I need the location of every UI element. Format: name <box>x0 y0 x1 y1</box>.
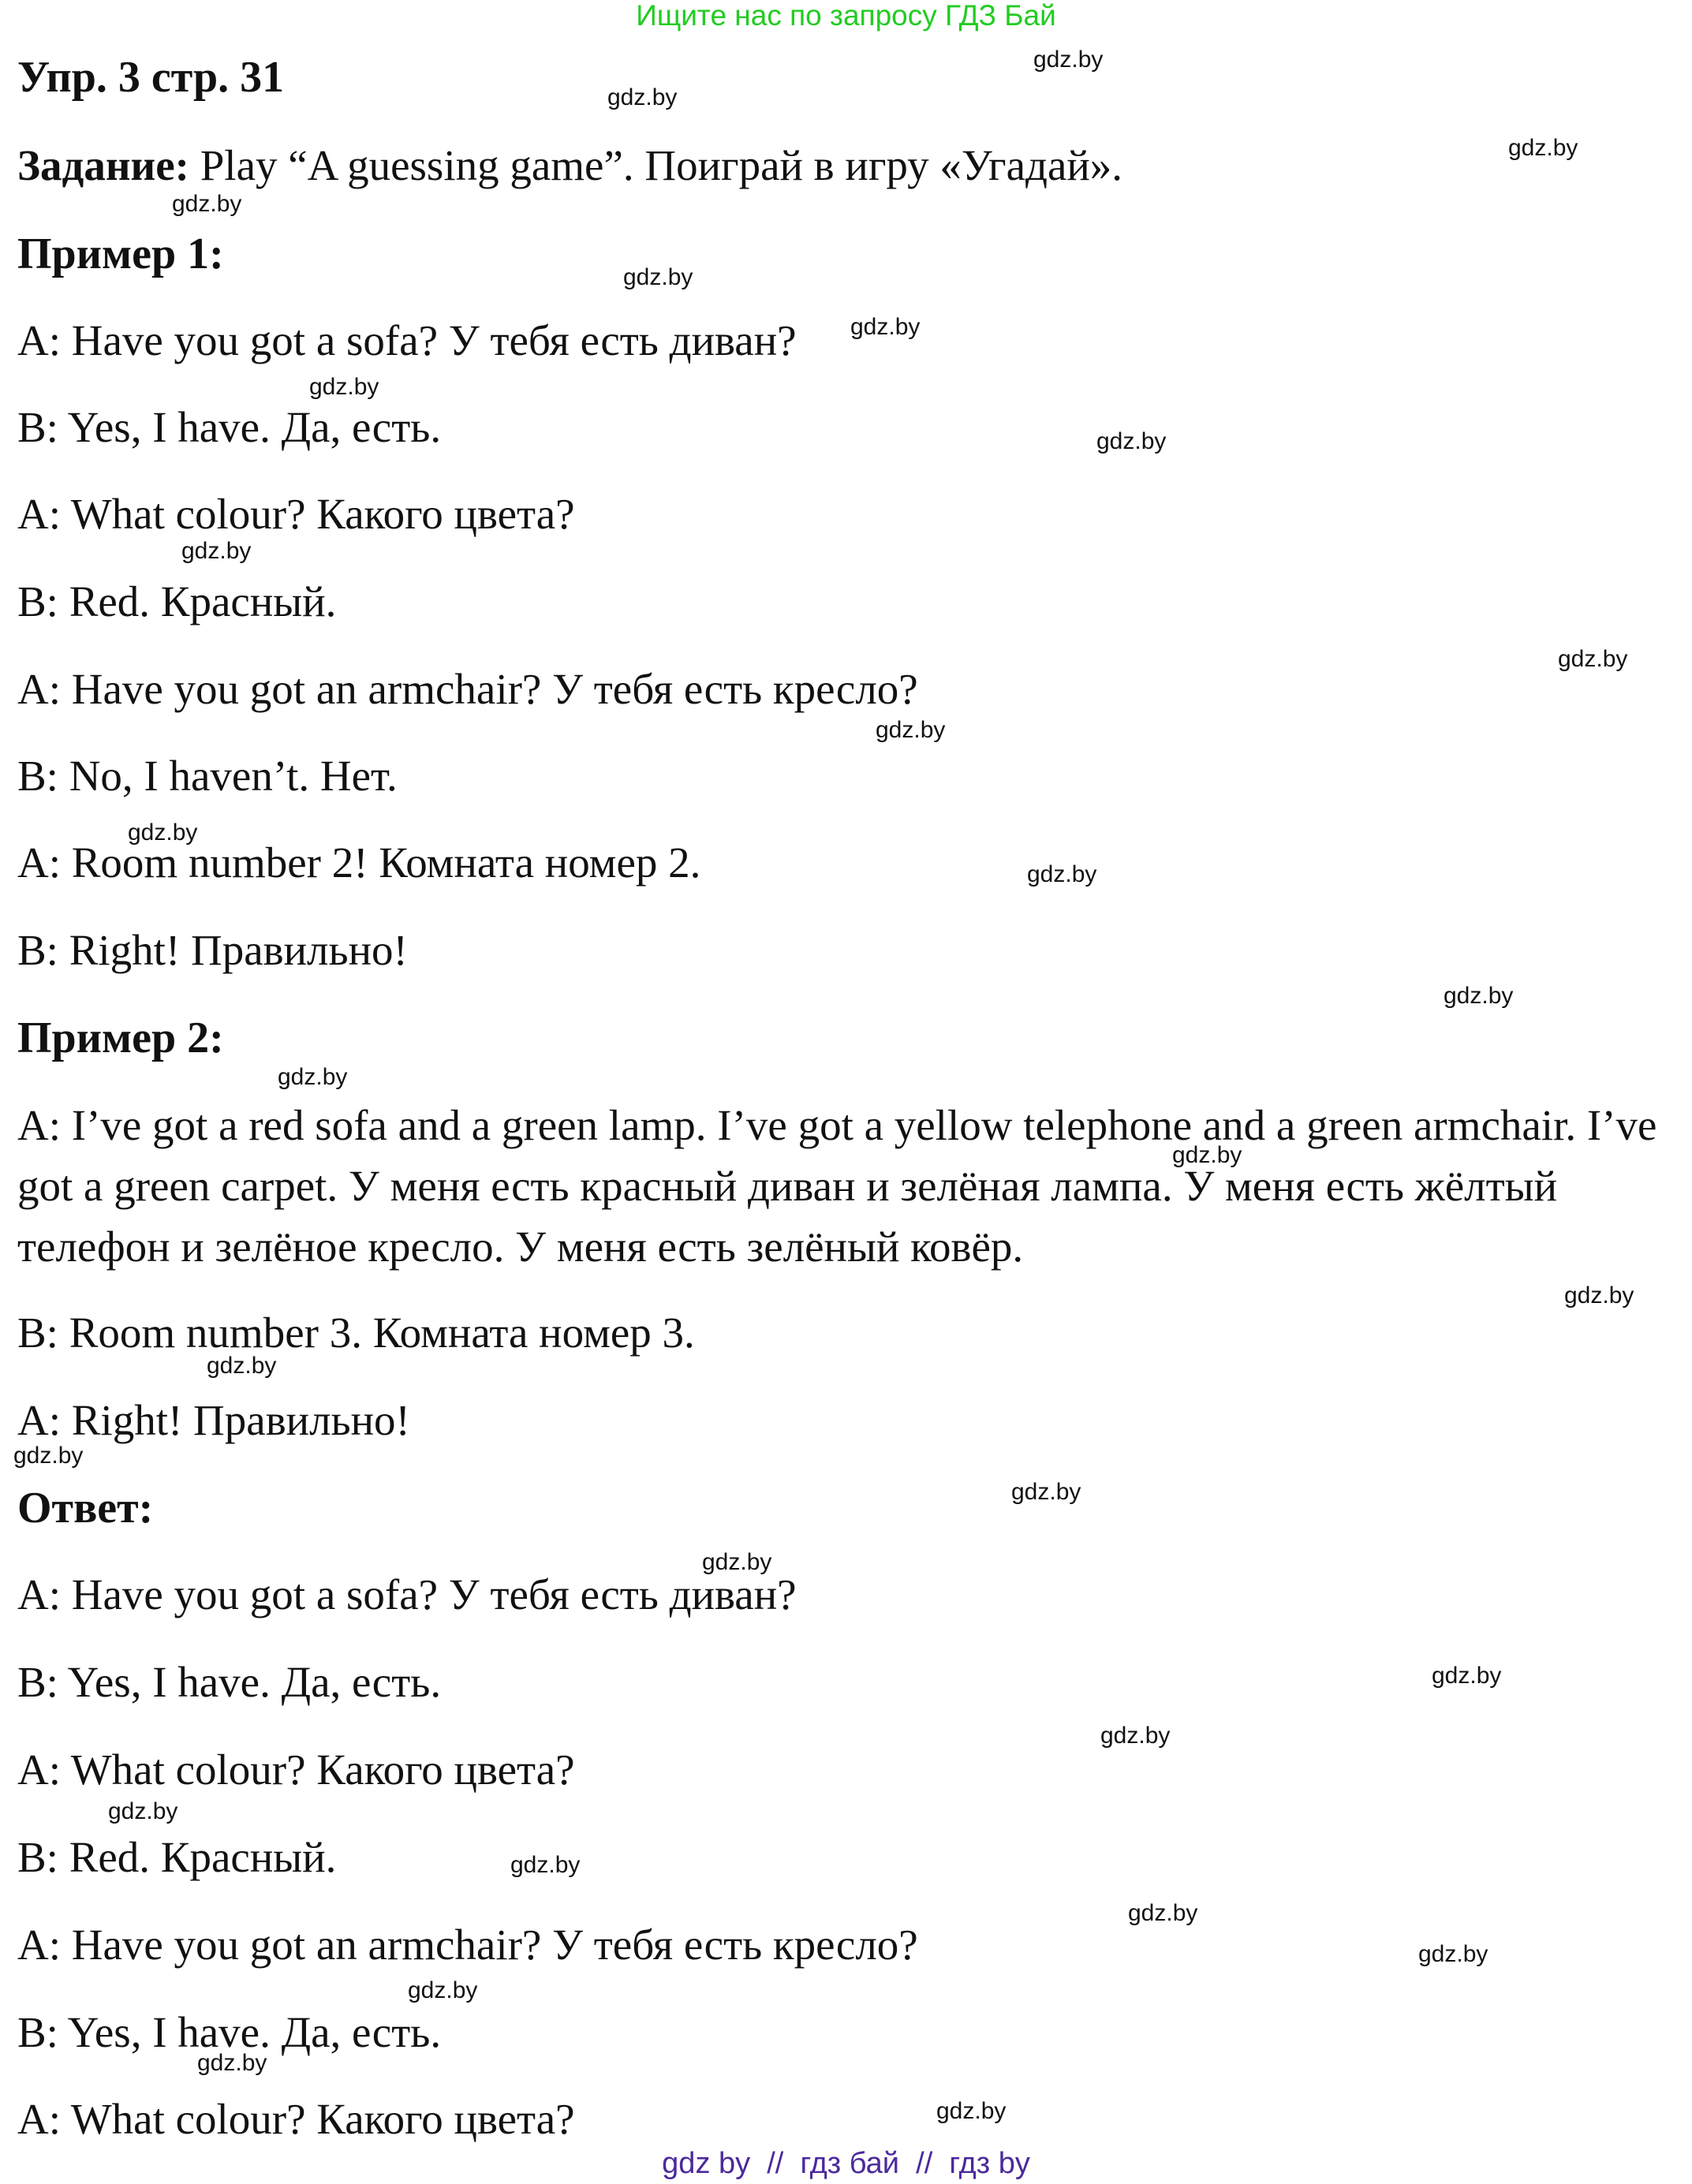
answer-line: B: Red. Красный. <box>17 1833 337 1881</box>
example1-line: B: Red. Красный. <box>17 577 337 625</box>
watermark: gdz.by <box>1444 983 1514 1009</box>
watermark: gdz.by <box>702 1549 772 1575</box>
example1-line: B: Right! Правильно! <box>17 926 408 974</box>
example1-line: A: Room number 2! Комната номер 2. <box>17 838 701 887</box>
watermark: gdz.by <box>408 1977 478 2003</box>
example1-line: A: Have you got a sofa? У тебя есть диван? <box>17 316 797 364</box>
watermark: gdz.by <box>1033 47 1104 73</box>
watermark: gdz.by <box>278 1064 348 1090</box>
watermark: gdz.by <box>1564 1282 1634 1309</box>
footer-links: gdz by // гдз бай // гдз by <box>662 2147 1030 2180</box>
answer-line: A: Have you got an armchair? У тебя есть кресло? <box>17 1921 918 1969</box>
watermark: gdz.by <box>1100 1723 1171 1749</box>
answer-line: B: Yes, I have. Да, есть. <box>17 1658 442 1706</box>
exercise-title: Упр. 3 стр. 31 <box>17 53 285 102</box>
watermark: gdz.by <box>936 2098 1007 2124</box>
example1-line: A: What colour? Какого цвета? <box>17 490 575 538</box>
example1-line: B: Yes, I have. Да, есть. <box>17 403 442 451</box>
watermark: gdz.by <box>1011 1479 1081 1505</box>
watermark: gdz.by <box>1418 1941 1488 1967</box>
answer-line: B: Yes, I have. Да, есть. <box>17 2008 442 2056</box>
task-label: Задание: <box>17 141 189 189</box>
example1-line: B: No, I haven’t. Нет. <box>17 752 398 800</box>
watermark: gdz.by <box>309 374 379 400</box>
watermark: gdz.by <box>1508 135 1578 161</box>
watermark: gdz.by <box>1096 428 1167 454</box>
task-line <box>17 140 1122 191</box>
answer-line: A: What colour? Какого цвета? <box>17 2095 575 2143</box>
watermark: gdz.by <box>207 1353 277 1379</box>
example2-paragraph: A: I’ve got a red sofa and a green lamp. I’ve got a yellow telephone and a green armchair. I’ve got a green carpet. У меня есть красный диван и зелёная лампа. У меня есть жёлтый телефон и зелёное кресло. У меня есть зелёный ковёр. <box>17 1101 1657 1271</box>
watermark: gdz.by <box>13 1443 84 1469</box>
watermark: gdz.by <box>128 819 198 846</box>
answer-line: A: What colour? Какого цвета? <box>17 1745 575 1794</box>
top-banner: Ищите нас по запросу ГДЗ Бай <box>636 0 1056 32</box>
example1-line: A: Have you got an armchair? У тебя есть кресло? <box>17 665 918 713</box>
example2-line: B: Room number 3. Комната номер 3. <box>17 1309 695 1357</box>
watermark: gdz.by <box>172 191 242 217</box>
answer-heading: Ответ: <box>17 1484 154 1533</box>
example2-heading: Пример 2: <box>17 1014 224 1062</box>
watermark: gdz.by <box>108 1798 178 1824</box>
watermark: gdz.by <box>510 1852 581 1878</box>
watermark: gdz.by <box>850 314 921 340</box>
watermark: gdz.by <box>876 717 946 743</box>
watermark: gdz.by <box>607 84 678 110</box>
watermark: gdz.by <box>181 538 252 564</box>
watermark: gdz.by <box>1432 1663 1502 1689</box>
watermark: gdz.by <box>197 2050 267 2076</box>
watermark: gdz.by <box>1172 1142 1242 1168</box>
example1-heading: Пример 1: <box>17 230 224 278</box>
watermark: gdz.by <box>1558 646 1628 672</box>
watermark: gdz.by <box>1027 861 1097 887</box>
answer-line: A: Have you got a sofa? У тебя есть диван? <box>17 1570 797 1618</box>
watermark: gdz.by <box>1128 1900 1198 1926</box>
example2-line: A: Right! Правильно! <box>17 1396 410 1444</box>
task-text: Play “A guessing game”. Поиграй в игру «Угадай». <box>200 141 1123 189</box>
watermark: gdz.by <box>623 264 693 290</box>
